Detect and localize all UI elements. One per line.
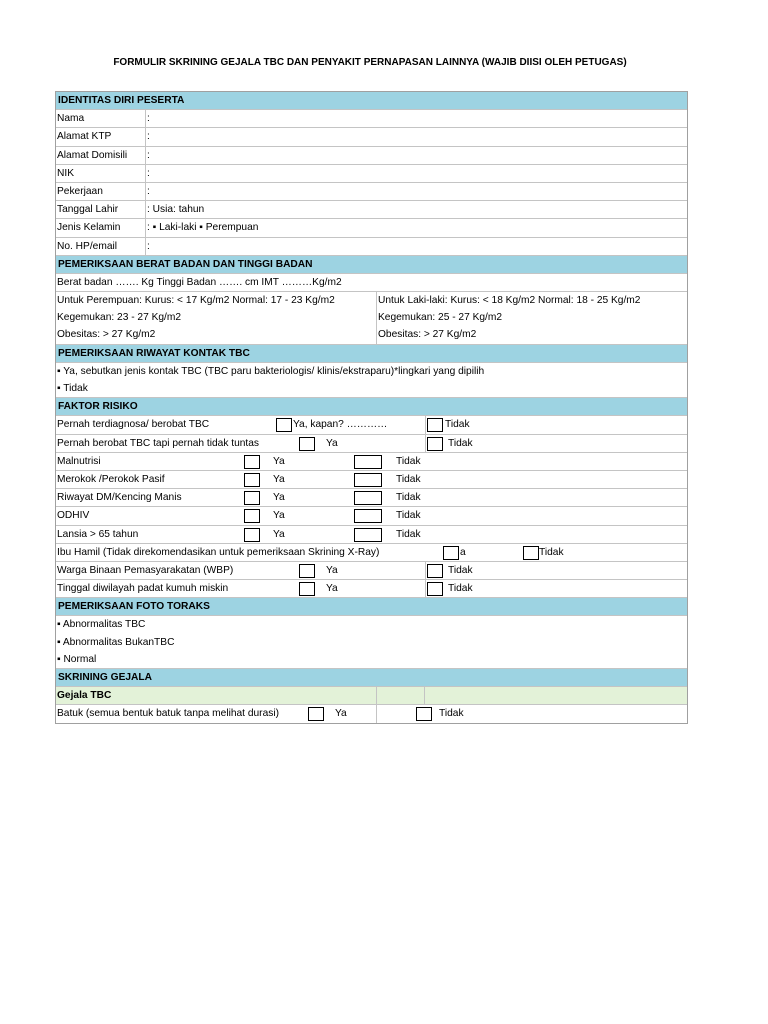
column-divider [376, 309, 377, 326]
option-ya-label: Ya, kapan? ………… [293, 419, 388, 431]
bmi-male-text: Obesitas: > 27 Kg/m2 [378, 329, 477, 341]
field-label: Alamat Domisili [56, 147, 146, 164]
risk-row-lansia [56, 526, 687, 544]
option-ya-label: Ya [273, 455, 285, 467]
risk-row-dm [56, 489, 687, 507]
bmi-row-3 [56, 326, 687, 344]
field-row-nama [56, 110, 687, 128]
section-header-foto-toraks: PEMERIKSAAN FOTO TORAKS [56, 598, 687, 616]
column-divider [376, 292, 377, 309]
column-divider [425, 416, 426, 433]
option-tidak-kontak[interactable]: ▪ Tidak [57, 383, 88, 394]
form-title: FORMULIR SKRINING GEJALA TBC DAN PENYAKIT PERNAPASAN LAINNYA (WAJIB DIISI OLEH PETUGAS) [113, 57, 627, 68]
field-label: Jenis Kelamin [56, 219, 146, 236]
option-row [56, 651, 687, 669]
field-row-alamat-ktp [56, 128, 687, 146]
measurement-text[interactable]: Berat badan ……. Kg Tinggi Badan ……. cm IMT ………Kg/m2 [57, 276, 342, 288]
option-ya-label: Ya [335, 708, 347, 720]
field-value[interactable]: : [147, 167, 150, 179]
section-header-bb-tb: PEMERIKSAAN BERAT BADAN DAN TINGGI BADAN [56, 256, 687, 274]
checkbox-tidak[interactable] [427, 564, 443, 578]
field-value[interactable]: : [147, 149, 150, 161]
checkbox-ya[interactable] [244, 491, 260, 505]
risk-row-malnutrisi [56, 453, 687, 471]
screening-form [55, 91, 688, 724]
field-row-jenis-kelamin [56, 219, 687, 237]
option-tidak-label: Tidak [396, 510, 421, 522]
risk-label: Malnutrisi [57, 455, 101, 467]
checkbox-tidak[interactable] [427, 418, 443, 432]
checkbox-ya[interactable] [299, 564, 315, 578]
option-row [56, 363, 687, 380]
risk-label: Tinggal diwilayah padat kumuh miskin [57, 583, 229, 595]
option-ya-label: a [460, 546, 466, 558]
option-ya-label: Ya [273, 510, 285, 522]
bmi-female-text: Untuk Perempuan: Kurus: < 17 Kg/m2 Normal: 17 - 23 Kg/m2 [57, 295, 335, 307]
option-ya-kontak[interactable]: ▪ Ya, sebutkan jenis kontak TBC (TBC paru bakteriologis/ klinis/ekstraparu)*lingkari yang dipilih [57, 365, 485, 377]
field-value[interactable]: : [147, 131, 150, 143]
section-header-skrining-gejala: SKRINING GEJALA [56, 669, 687, 687]
symptom-row-batuk [56, 705, 687, 722]
option-abnormal-tbc[interactable]: ▪ Abnormalitas TBC [57, 619, 146, 631]
field-label: Alamat KTP [56, 128, 146, 145]
risk-row-wbp [56, 562, 687, 580]
risk-label: Riwayat DM/Kencing Manis [57, 492, 182, 504]
field-label: Pekerjaan [56, 183, 146, 200]
subheader-label: Gejala TBC [57, 690, 112, 702]
risk-label: Pernah terdiagnosa/ berobat TBC [57, 419, 210, 431]
risk-label: Warga Binaan Pemasyarakatan (WBP) [57, 564, 234, 576]
field-value[interactable]: : ▪ Laki-laki ▪ Perempuan [147, 222, 259, 234]
bmi-female-text: Kegemukan: 23 - 27 Kg/m2 [57, 312, 182, 324]
risk-row-ibu-hamil [56, 544, 687, 562]
checkbox-ya[interactable] [244, 509, 260, 523]
risk-row-berobat [56, 435, 687, 453]
checkbox-ya[interactable] [443, 546, 459, 560]
checkbox-tidak[interactable] [354, 528, 382, 542]
option-row [56, 380, 687, 398]
option-tidak-label: Tidak [539, 546, 564, 558]
column-divider [376, 687, 377, 704]
field-row-no-hp [56, 238, 687, 256]
option-row [56, 616, 687, 633]
measurement-row [56, 274, 687, 292]
bmi-female-text: Obesitas: > 27 Kg/m2 [57, 329, 156, 341]
bmi-row-1 [56, 292, 687, 309]
risk-label: Ibu Hamil (Tidak direkomendasikan untuk pemeriksaan Skrining X-Ray) [57, 546, 380, 558]
field-row-nik [56, 165, 687, 183]
option-ya-label: Ya [326, 437, 338, 449]
section-header-identitas: IDENTITAS DIRI PESERTA [56, 92, 687, 110]
risk-label: Merokok /Perokok Pasif [57, 473, 165, 485]
checkbox-tidak[interactable] [354, 491, 382, 505]
risk-label: ODHIV [57, 510, 90, 522]
section-header-faktor-risiko: FAKTOR RISIKO [56, 398, 687, 416]
option-ya-label: Ya [326, 564, 338, 576]
option-ya-label: Ya [326, 583, 338, 595]
section-header-kontak: PEMERIKSAAN RIWAYAT KONTAK TBC [56, 345, 687, 363]
bmi-male-text: Untuk Laki-laki: Kurus: < 18 Kg/m2 Normal: 18 - 25 Kg/m2 [378, 295, 641, 307]
field-label: Nama [56, 110, 146, 127]
column-divider [376, 705, 377, 722]
checkbox-tidak[interactable] [416, 707, 432, 721]
checkbox-ya[interactable] [299, 437, 315, 451]
option-ya-label: Ya [273, 473, 285, 485]
bmi-row-2 [56, 309, 687, 326]
column-divider [425, 562, 426, 579]
option-abnormal-bukan-tbc[interactable]: ▪ Abnormalitas BukanTBC [57, 636, 175, 648]
column-divider [376, 326, 377, 343]
checkbox-tidak[interactable] [427, 437, 443, 451]
field-row-pekerjaan [56, 183, 687, 201]
option-ya-label: Ya [273, 492, 285, 504]
option-tidak-label: Tidak [448, 437, 473, 449]
risk-row-diagnosa [56, 416, 687, 434]
option-tidak-label: Tidak [448, 564, 473, 576]
option-tidak-label: Tidak [396, 455, 421, 467]
risk-row-merokok [56, 471, 687, 489]
bmi-male-text: Kegemukan: 25 - 27 Kg/m2 [378, 312, 503, 324]
risk-row-odhiv [56, 507, 687, 525]
risk-label: Lansia > 65 tahun [57, 528, 139, 540]
checkbox-ya[interactable] [244, 455, 260, 469]
option-tidak-label: Tidak [448, 583, 473, 595]
field-value[interactable]: : [147, 113, 150, 125]
field-row-alamat-domisili [56, 147, 687, 165]
option-tidak-label: Tidak [396, 492, 421, 504]
field-row-tanggal-lahir [56, 201, 687, 219]
field-label: NIK [56, 165, 146, 182]
field-label: No. HP/email [56, 238, 146, 255]
field-value[interactable]: : Usia: tahun [147, 204, 205, 216]
checkbox-tidak[interactable] [354, 455, 382, 469]
subheader-gejala-tbc [56, 687, 687, 705]
checkbox-ya[interactable] [244, 528, 260, 542]
column-divider [424, 687, 425, 704]
checkbox-ya[interactable] [299, 582, 315, 596]
field-label: Tanggal Lahir [56, 201, 146, 218]
checkbox-tidak[interactable] [354, 473, 382, 487]
option-tidak-label: Tidak [396, 528, 421, 540]
checkbox-tidak[interactable] [523, 546, 539, 560]
column-divider [425, 580, 426, 597]
checkbox-ya[interactable] [308, 707, 324, 721]
option-tidak-label: Tidak [396, 473, 421, 485]
checkbox-ya[interactable] [276, 418, 292, 432]
option-tidak-label: Tidak [439, 708, 464, 720]
checkbox-tidak[interactable] [354, 509, 382, 523]
field-value[interactable]: : [147, 185, 150, 197]
checkbox-tidak[interactable] [427, 582, 443, 596]
field-value[interactable]: : [147, 240, 150, 252]
risk-row-kumuh [56, 580, 687, 598]
option-normal[interactable]: ▪ Normal [57, 653, 97, 665]
risk-label: Pernah berobat TBC tapi pernah tidak tuntas [57, 437, 259, 449]
option-ya-label: Ya [273, 528, 285, 540]
option-tidak-label: Tidak [445, 419, 470, 431]
option-row [56, 634, 687, 651]
checkbox-ya[interactable] [244, 473, 260, 487]
symptom-label: Batuk (semua bentuk batuk tanpa melihat durasi) [57, 708, 279, 720]
column-divider [425, 435, 426, 452]
